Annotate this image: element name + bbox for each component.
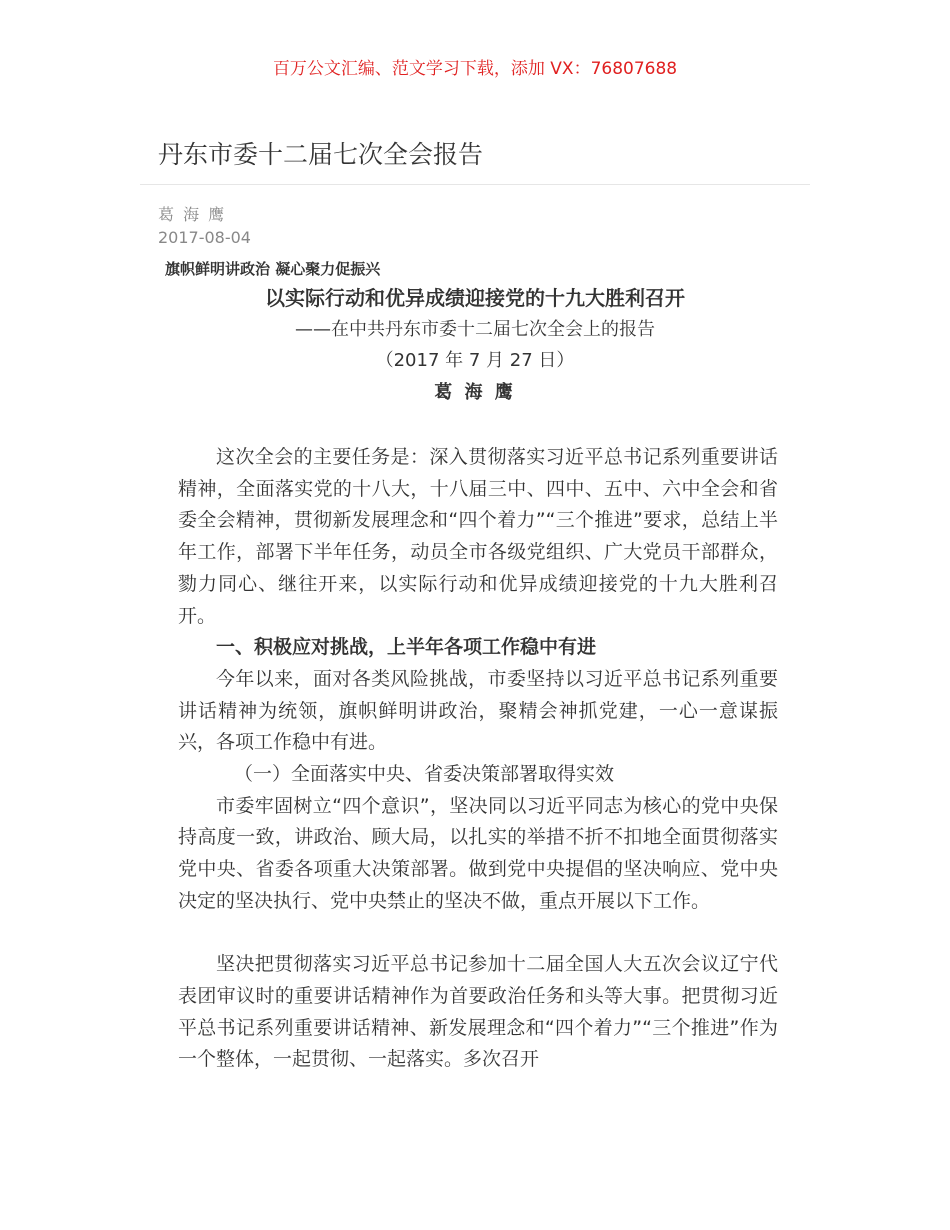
report-kicker: 旗帜鲜明讲政治 凝心聚力促振兴	[165, 260, 381, 278]
paragraph-implementation: 坚决把贯彻落实习近平总书记参加十二届全国人大五次会议辽宁代表团审议时的重要讲话精神作为首要政治任务和头等大事。把贯彻习近平总书记系列重要讲话精神、新发展理念和“四个着力”“三个推进”作为一个整体，一起贯彻、一起落实。多次召开	[178, 953, 778, 1071]
report-speaker: 葛 海 鹰	[434, 382, 516, 403]
subsection-heading-1: （一）全面落实中央、省委决策部署取得实效	[234, 763, 615, 786]
report-subtitle: ——在中共丹东市委十二届七次全会上的报告	[295, 319, 655, 340]
promo-banner: 百万公文汇编、范文学习下载，添加 VX：76807688	[272, 59, 678, 79]
title-divider	[140, 184, 810, 185]
report-dateline: （2017 年 7 月 27 日）	[375, 350, 575, 371]
report-body	[178, 442, 778, 1076]
article-author: 葛 海 鹰	[158, 205, 227, 224]
paragraph-intro: 这次全会的主要任务是：深入贯彻落实习近平总书记系列重要讲话精神，全面落实党的十八大，十八届三中、四中、五中、六中全会和省委全会精神，贯彻新发展理念和“四个着力”“三个推进”要求，总结上半年工作，部署下半年任务，动员全市各级党组织、广大党员干部群众，勠力同心、继往开来，以实际行动和优异成绩迎接党的十九大胜利召开。	[178, 446, 778, 627]
paragraph-overview: 今年以来，面对各类风险挑战，市委坚持以习近平总书记系列重要讲话精神为统领，旗帜鲜明讲政治，聚精会神抓党建，一心一意谋振兴，各项工作稳中有进。	[178, 667, 778, 754]
article-title: 丹东市委十二届七次全会报告	[158, 140, 484, 169]
paragraph-four-awareness: 市委牢固树立“四个意识”，坚决同以习近平同志为核心的党中央保持高度一致，讲政治、顾大局，以扎实的举措不折不扣地全面贯彻落实党中央、省委各项重大决策部署。做到党中央提倡的坚决响应、党中央决定的坚决执行、党中央禁止的坚决不做，重点开展以下工作。	[178, 794, 778, 912]
paragraph-gap	[178, 918, 778, 950]
report-headline: 以实际行动和优异成绩迎接党的十九大胜利召开	[265, 286, 685, 310]
article-date: 2017-08-04	[158, 228, 251, 247]
section-heading-1: 一、积极应对挑战，上半年各项工作稳中有进	[216, 636, 597, 659]
